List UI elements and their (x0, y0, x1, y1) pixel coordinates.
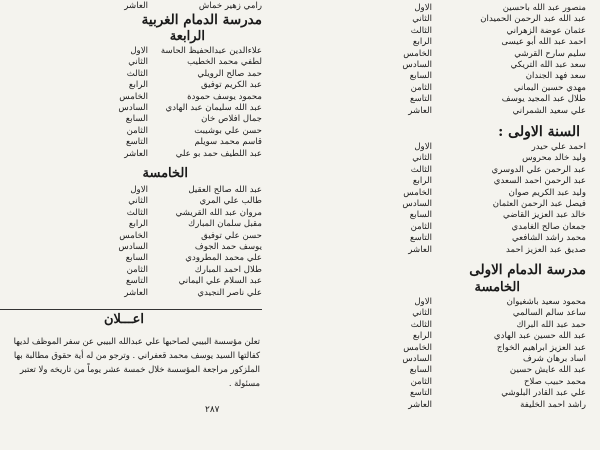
student-rank: الخامس (119, 91, 148, 102)
page-number: ٢٨٧ (205, 405, 220, 415)
student-name: علي سعيد الشمراني (512, 105, 586, 116)
student-rank: التاسع (410, 94, 432, 105)
list-item (0, 68, 300, 80)
student-rank: السابع (125, 253, 148, 264)
list-item (0, 264, 300, 276)
student-name: جمال افلاص خان (201, 114, 262, 125)
student-rank: الاول (414, 297, 432, 307)
student-name: عبد السلام علي اليماني (178, 276, 262, 287)
student-name: حسن علي بوشيبت (194, 125, 262, 136)
student-name: عبد الرحمن احمد السعدي (493, 176, 586, 187)
student-rank: العاشر (408, 105, 432, 116)
list-item (300, 187, 600, 199)
list-item (300, 399, 600, 411)
section-heading: السنة الاولى : (498, 124, 580, 140)
student-rank: السابع (409, 71, 432, 82)
student-rank: الثالث (126, 207, 148, 218)
student-rank: العاشر (408, 244, 432, 255)
student-name: عبد الله صالح العقيل (188, 185, 262, 195)
student-name: لطفي محمد الخطيب (187, 57, 262, 68)
list-item (300, 152, 600, 164)
student-rank: الثامن (410, 376, 432, 387)
student-rank: العاشر (408, 399, 432, 410)
student-name: وليد خالد محروس (522, 153, 586, 164)
list-item (0, 102, 300, 114)
student-rank: العاشر (124, 148, 148, 159)
list-item (300, 2, 600, 14)
student-name: محمود سعيد باشغيوان (506, 297, 586, 307)
student-rank: الاول (414, 3, 432, 13)
student-rank: الرابع (128, 219, 148, 230)
list-item (0, 287, 300, 299)
student-name: ساعد سالم السالمي (512, 308, 586, 319)
student-rank: التاسع (410, 233, 432, 244)
student-rank: الرابع (412, 37, 432, 48)
student-rank: الخامس (119, 230, 148, 241)
student-rank: السادس (402, 199, 432, 209)
student-name: مقبل سلمان المبارك (188, 219, 262, 230)
student-name: جمعان صالح الغامدي (511, 221, 586, 232)
list-item (0, 91, 300, 103)
list-item (300, 296, 600, 308)
student-rank: السادس (118, 242, 148, 252)
list-item (0, 218, 300, 230)
list-item (300, 48, 600, 60)
student-name: علاءالدين عبدالحفيظ الحاسة (160, 46, 262, 56)
list-item (300, 25, 600, 37)
student-name: محمود يوسف حمودة (187, 91, 262, 102)
student-rank: الثالث (410, 319, 432, 330)
student-name: علي ناصر النجيدي (197, 287, 262, 298)
student-name: منصور عبد الله باحسين (502, 3, 586, 13)
announcement-body: تعلن مؤسسة البيبي لصاحبها علي عبدالله البيبي عن سفر الموظف لديها كفالتها السيد يوسف محمد قعفراني . وترجو من له أية حقوق مطالبة بها الملزكور مراجعة المؤسسة خلال خمسة عشر يوماً من تاريخه ولا تعتبر مسئولة . (13, 336, 260, 388)
list-item (300, 209, 600, 221)
student-name: عبد الكريم توفيق (201, 80, 262, 91)
student-rank: الثامن (126, 264, 148, 275)
list-item (0, 113, 300, 125)
list-item (300, 364, 600, 376)
student-name: حمد صالح الرويلي (197, 68, 262, 79)
student-name: عبد العزيز ابراهيم الخواج (496, 342, 586, 353)
list-item (300, 330, 600, 342)
student-name: عبد الله حسين عبد الهادي (493, 331, 586, 342)
student-rank: الثاني (412, 308, 432, 319)
list-item (300, 198, 600, 210)
list-item (300, 59, 600, 71)
student-rank: السادس (402, 60, 432, 70)
student-rank: العاشر (124, 287, 148, 298)
list-item (0, 125, 300, 137)
student-rank: الثاني (412, 14, 432, 25)
student-name: طالب علي المري (199, 196, 262, 207)
list-item (0, 252, 300, 264)
student-name: عبد الرحمن علي الدوسري (491, 164, 586, 175)
student-rank: السابع (409, 210, 432, 221)
student-rank: الاول (414, 142, 432, 152)
student-name: سعد عبد الله التريكي (510, 60, 586, 70)
student-name: حسن علي توفيق (201, 230, 262, 241)
section-heading: الخامسة (474, 280, 520, 295)
list-item (300, 70, 600, 82)
student-rank: الثاني (128, 57, 148, 68)
student-name: علي عبد القادر البلوشي (501, 388, 586, 399)
list-item (0, 241, 300, 253)
list-item (0, 0, 300, 12)
list-item (0, 136, 300, 148)
school-heading: مدرسة الدمام الاولى (469, 262, 586, 278)
list-item (0, 45, 300, 57)
student-name: عبد اللطيف حمد بو علي (175, 148, 262, 159)
student-name: اساد برهان شرف (523, 354, 586, 364)
list-item (300, 319, 600, 331)
list-item (300, 141, 600, 153)
student-rank: العاشر (124, 1, 148, 11)
student-rank: السابع (409, 365, 432, 376)
student-name: خالد عبد العزيز القاضي (503, 210, 586, 221)
list-item (0, 184, 300, 196)
list-item (300, 342, 600, 354)
student-rank: الثالث (410, 164, 432, 175)
student-name: عبد الله سليمان عبد الهادي (165, 103, 262, 113)
list-item (300, 232, 600, 244)
student-name: سليم سارح القرشي (514, 48, 586, 59)
student-name: عبد الله عايش حسين (509, 365, 586, 376)
student-rank: التاسع (126, 276, 148, 287)
list-item (0, 79, 300, 91)
list-item (300, 221, 600, 233)
student-name: عبد الله عبد الرحمن الحميدان (480, 14, 586, 25)
student-name: طلال احمد المبارك (194, 264, 262, 275)
student-rank: الرابع (128, 80, 148, 91)
student-rank: الثاني (412, 153, 432, 164)
student-rank: الثاني (128, 196, 148, 207)
student-rank: الثامن (410, 82, 432, 93)
list-item (0, 56, 300, 68)
student-name: عثمان عوضة الزهراني (506, 25, 586, 36)
student-name: قاسم محمد سويلم (194, 137, 262, 148)
student-rank: السادس (402, 354, 432, 364)
student-name: وليد عبد الكريم صوان (508, 187, 586, 198)
student-name: طلال عبد المجيد يوسف (501, 94, 586, 105)
student-rank: الثالث (126, 68, 148, 79)
section-heading: الرابعة (169, 29, 205, 44)
section-heading: الخامسة (142, 166, 188, 181)
list-item (300, 164, 600, 176)
student-rank: السادس (118, 103, 148, 113)
list-item (300, 105, 600, 117)
student-rank: الخامس (403, 187, 432, 198)
student-name: مهدي حسين اليماني (513, 82, 586, 93)
list-item (300, 13, 600, 25)
student-rank: الرابع (412, 176, 432, 187)
list-item (300, 353, 600, 365)
list-item (300, 307, 600, 319)
announcement (0, 309, 262, 430)
list-item (0, 230, 300, 242)
list-item (300, 36, 600, 48)
student-name: احمد علي حيدر (531, 142, 586, 152)
student-name: رامي زهير خماش (198, 1, 262, 11)
student-name: احمد عبد الله أبو عيسى (501, 37, 586, 48)
school-heading: مدرسة الدمام الغربية (141, 12, 262, 28)
student-rank: الثالث (410, 25, 432, 36)
student-name: مروان عبد الله القريشي (175, 207, 262, 218)
list-item (0, 195, 300, 207)
list-item (300, 82, 600, 94)
list-item (300, 376, 600, 388)
student-name: سعد فهد الجندان (525, 71, 586, 82)
student-rank: الاول (130, 46, 148, 56)
list-item (300, 244, 600, 256)
student-name: محمد حبيب صلاح (523, 376, 586, 387)
student-rank: الاول (130, 185, 148, 195)
student-name: علي محمد المطرودي (185, 253, 262, 264)
list-item (0, 207, 300, 219)
student-rank: الثامن (126, 125, 148, 136)
student-rank: السابع (125, 114, 148, 125)
student-rank: الخامس (403, 48, 432, 59)
list-item (0, 148, 300, 160)
student-name: محمد راشد الشافعي (511, 233, 586, 244)
student-name: حمد عبد الله البراك (516, 319, 586, 330)
student-rank: الثامن (410, 221, 432, 232)
student-name: فيصل عبد الرحمن العثمان (492, 199, 586, 209)
student-rank: الخامس (403, 342, 432, 353)
student-name: صديق عبد العزيز احمد (506, 244, 586, 255)
list-item (300, 175, 600, 187)
student-rank: الرابع (412, 331, 432, 342)
list-item (300, 387, 600, 399)
student-rank: التاسع (126, 137, 148, 148)
student-rank: التاسع (410, 388, 432, 399)
student-name: راشد احمد الخليفة (520, 399, 586, 410)
list-item (0, 275, 300, 287)
student-name: يوسف حمد الجوف (194, 242, 262, 252)
list-item (300, 93, 600, 105)
announcement-title: اعـــلان (103, 312, 145, 327)
